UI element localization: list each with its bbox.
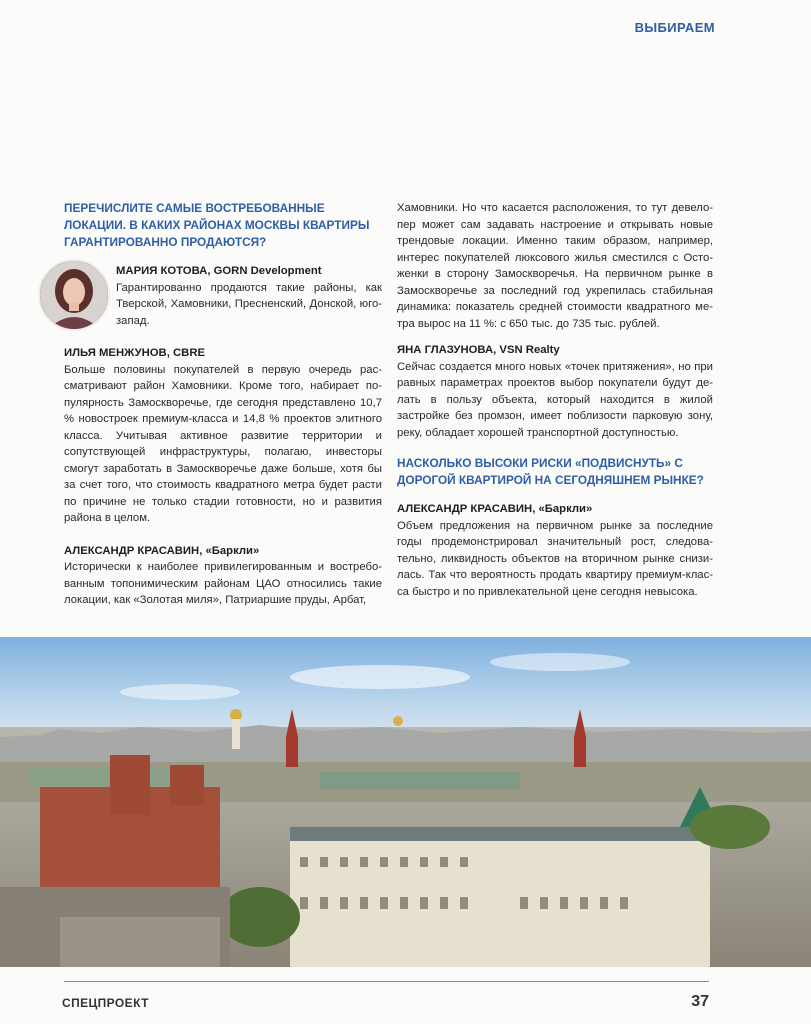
section-tag: ВЫБИРАЕМ bbox=[634, 20, 715, 35]
page-number: 37 bbox=[691, 993, 709, 1010]
speaker-name: АЛЕКСАНДР КРАСАВИН, «Баркли» bbox=[397, 503, 593, 515]
footer-section-label: СПЕЦПРОЕКТ bbox=[62, 996, 149, 1010]
footer-divider bbox=[64, 981, 709, 982]
speaker-name: МАРИЯ КОТОВА, GORN Development bbox=[116, 265, 322, 277]
speaker-name: ИЛЬЯ МЕНЖУНОВ, CBRE bbox=[64, 347, 206, 359]
speaker-answer: Гарантированно продаются такие районы, как Тверской, Хамовники, Пресненский, Донской, юго-запад. bbox=[116, 281, 382, 327]
left-column bbox=[64, 200, 382, 609]
speaker-answer: Больше половины покупателей в первую очередь рассматривают район Хамовники. Кроме того, набирает популярность Замоскворечье, где сегодня представлено 10,7 % новостроек премиум-класса и 14,8 % проектов элитного класса. Учитывая активное развитие территории и сопутствующей инфраструктуры, полагаю, инвесторы смогут заработать в Замоскворечье даже больше, хотя бы за счет того, что стоимость квадратного метра будет расти по причине не только стадии готовности, но и развития района в целом. bbox=[64, 363, 382, 524]
question-locations: ПЕРЕЧИСЛИТЕ САМЫЕ ВОСТРЕБОВАННЫЕ ЛОКАЦИИ. В КАКИХ РАЙОНАХ МОСКВЫ КВАРТИРЫ ГАРАНТИРОВАННО ПРОДАЮТСЯ? bbox=[64, 201, 370, 249]
continuation-text: Хамовники. Но что касается расположения, то тут девелопер может сам задавать настроение и открывать новые трендовые локации. Именно таким образом, например, интерес покупателей люксового жилья сместился с Остоженки в сторону Замоскворечья. На первичном рынке в Замоскворечье за последний год укрепилась стабильная динамика: показатель средней стоимости квадратного метра вырос на 11 %: с 650 тыс. до 735 тыс. рублей. bbox=[397, 202, 713, 330]
speaker-name: ЯНА ГЛАЗУНОВА, VSN Realty bbox=[397, 344, 560, 356]
speaker-block-kotova bbox=[64, 263, 382, 335]
right-column bbox=[397, 200, 713, 600]
speaker-block-menzhunov bbox=[64, 345, 382, 527]
speaker-answer: Сейчас создается много новых «точек притяжения», но при равных параметрах проектов выбор покупатели будут делать в пользу объекта, который находится в жилой застройке без промзон, имеет поблизости парковую зону, реку, обладает хорошей транспортной доступностью. bbox=[397, 360, 713, 439]
speaker-block-krasavin bbox=[64, 543, 382, 609]
speaker-block-krasavin-2 bbox=[397, 501, 713, 600]
speaker-name: АЛЕКСАНДР КРАСАВИН, «Баркли» bbox=[64, 544, 260, 557]
moscow-panorama-photo bbox=[0, 637, 811, 967]
speaker-block-glazunova bbox=[397, 342, 713, 441]
question-risks: НАСКОЛЬКО ВЫСОКИ РИСКИ «ПОДВИСНУТЬ» С ДОРОГОЙ КВАРТИРОЙ НА СЕГОДНЯШНЕМ РЫНКЕ? bbox=[397, 456, 704, 487]
speaker-answer: Объем предложения на первичном рынке за последние годы продемонстрировал значительный рост, следовательно, ликвидность объектов на вторичном рынке снизилась. Так что вероятность продать квартиру премиум-класса быстро и по привлекательной цене сегодня невысока. bbox=[397, 519, 713, 598]
speaker-answer: Исторически к наиболее привилегированным и востребованным топонимическим районам ЦАО относились такие локации, как «Золотая миля», Патриаршие пруды, Арбат, bbox=[64, 561, 382, 606]
avatar bbox=[38, 259, 110, 331]
